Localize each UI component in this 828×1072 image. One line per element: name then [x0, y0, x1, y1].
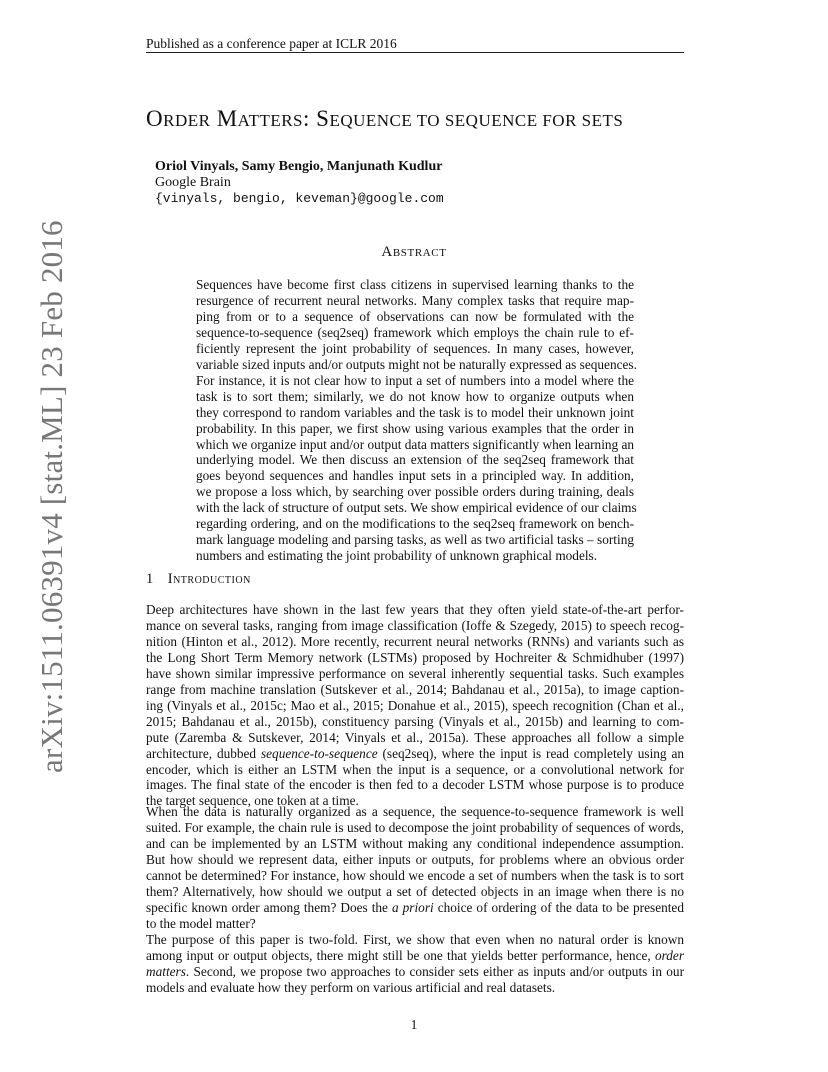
abstract-line: we propose a loss which, by searching over possible orders during training, deals [196, 484, 634, 500]
body-line: the target sequence, one token at a time. [146, 793, 359, 809]
intro-paragraph-2 [146, 804, 684, 932]
body-line: mance on several tasks, ranging from image classification (Ioffe & Szegedy, 2015) to speech recog- [146, 617, 684, 633]
body-line: among input or output objects, there might still be one that yields better performance, hence, order [146, 947, 684, 963]
section-number: 1 [146, 571, 154, 587]
body-line: to the model matter? [146, 915, 256, 931]
abstract-line: ficiently represent the joint probability of sequences. In many cases, however, [196, 340, 634, 356]
author-names: Oriol Vinyals, Samy Bengio, Manjunath Kudlur [155, 159, 443, 174]
abstract-line: variable sized inputs and/or outputs might not be naturally expressed as sequences. [196, 356, 637, 372]
body-line: cannot be determined? For instance, how should we encode a set of numbers when the task is to sort [146, 867, 684, 883]
body-line: matters. Second, we propose two approaches to consider sets either as inputs and/or outputs in our [146, 963, 684, 979]
abstract-line: sequence-to-sequence (seq2seq) framework which employs the chain rule to ef- [196, 324, 634, 340]
intro-paragraph-3 [146, 932, 684, 996]
emphasis: order [654, 947, 684, 963]
abstract-heading: Abstract [381, 244, 447, 260]
abstract-line: they correspond to random variables and the task is to model their unknown joint [196, 404, 634, 420]
body-line: The purpose of this paper is two-fold. First, we show that even when no natural order is known [146, 932, 684, 947]
running-header: Published as a conference paper at ICLR 2016 [146, 36, 397, 51]
body-line: the Long Short Term Memory network (LSTMs) proposed by Hochreiter & Schmidhuber (1997) [146, 649, 684, 665]
arxiv-id: arXiv:1511.06391v4 [stat.ML] 23 Feb 2016 [34, 220, 69, 773]
body-line: them? Alternatively, how should we output a set of detected objects in an image when there is no [146, 883, 684, 899]
abstract-line: Sequences have become first class citizens in supervised learning thanks to the [196, 277, 634, 292]
body-line: 2015; Bahdanau et al., 2015b), constituency parsing (Vinyals et al., 2015b) and learning to com- [146, 713, 684, 729]
body-line: models and evaluate how they perform on various artificial and real datasets. [146, 979, 556, 995]
abstract-line: regarding ordering, and on the modifications to the seq2seq framework on bench- [196, 516, 634, 532]
body-line: specific known order among them? Does the a priori choice of ordering of the data to be presented [146, 899, 684, 915]
author-email: {vinyals, bengio, keveman}@google.com [155, 191, 444, 206]
body-line: have shown similar impressive performance on several inherently sequential tasks. Such examples [146, 665, 684, 681]
abstract-body [196, 277, 637, 564]
header-rule [146, 52, 684, 53]
emphasis: matters [146, 963, 186, 979]
body-line: and can be implemented by an LSTM without making any conditional independence assumption. [146, 835, 684, 851]
emphasis: a priori [391, 899, 434, 915]
body-line: encoder, which is either an LSTM when the input is a sequence, or a convolutional network for [146, 761, 684, 777]
body-line: But how should we represent data, either inputs or outputs, for problems where an obvious order [146, 851, 684, 867]
abstract-line: task is to sort them; similarly, we do not know how to organize outputs when [196, 388, 634, 404]
body-line: nition (Hinton et al., 2012). More recently, recurrent neural networks (RNNs) and variants such as [146, 633, 684, 649]
paper-title: ORDER MATTERS: SEQUENCE TO SEQUENCE FOR SETS [146, 106, 624, 131]
abstract-line: For instance, it is not clear how to input a set of numbers into a model where the [196, 372, 634, 388]
abstract-line: with the lack of structure of output sets. We show empirical evidence of our claims [196, 500, 637, 516]
abstract-line: which we organize input and/or output data matters significantly when learning an [196, 436, 635, 452]
body-line: pute (Zaremba & Sutskever, 2014; Vinyals et al., 2015a). These approaches all follow a simple [146, 729, 684, 745]
body-line: range from machine translation (Sutskever et al., 2014; Bahdanau et al., 2015a), to image caption- [146, 681, 684, 697]
abstract-line: resurgence of recurrent neural networks. Many complex tasks that require map- [196, 292, 634, 308]
abstract-line: mark language modeling and parsing tasks, as well as two artificial tasks – sorting [196, 532, 634, 548]
abstract-line: probability. In this paper, we first show using various examples that the order in [196, 420, 634, 436]
abstract-line: numbers and estimating the joint probability of unknown graphical models. [196, 548, 598, 564]
section-title: Introduction [167, 571, 251, 587]
page-number: 1 [410, 1017, 418, 1032]
body-line: ing (Vinyals et al., 2015c; Mao et al., 2015; Donahue et al., 2015), speech recognition (Chan et al., [146, 697, 684, 713]
author-affiliation: Google Brain [155, 175, 231, 190]
body-line: Deep architectures have shown in the last few years that they often yield state-of-the-art perfor- [146, 602, 684, 617]
body-line: When the data is naturally organized as a sequence, the sequence-to-sequence framework is well [146, 804, 684, 819]
section-heading-introduction [146, 571, 251, 588]
emphasis: sequence-to-sequence [260, 745, 378, 761]
intro-paragraph-1 [146, 602, 684, 809]
abstract-line: ping from or to a sequence of observations can now be formulated with the [196, 308, 634, 324]
abstract-line: underlying model. We then discuss an extension of the seq2seq framework that [196, 452, 634, 468]
abstract-line: goes beyond sequences and handles input sets in a principled way. In addition, [196, 468, 634, 484]
body-line: suited. For example, the chain rule is used to decompose the joint probability of sequences of words, [146, 819, 684, 835]
body-line: architecture, dubbed sequence-to-sequence (seq2seq), where the input is read completely using an [146, 745, 684, 761]
body-line: images. The final state of the encoder is then fed to a decoder LSTM whose purpose is to produce [146, 777, 684, 793]
